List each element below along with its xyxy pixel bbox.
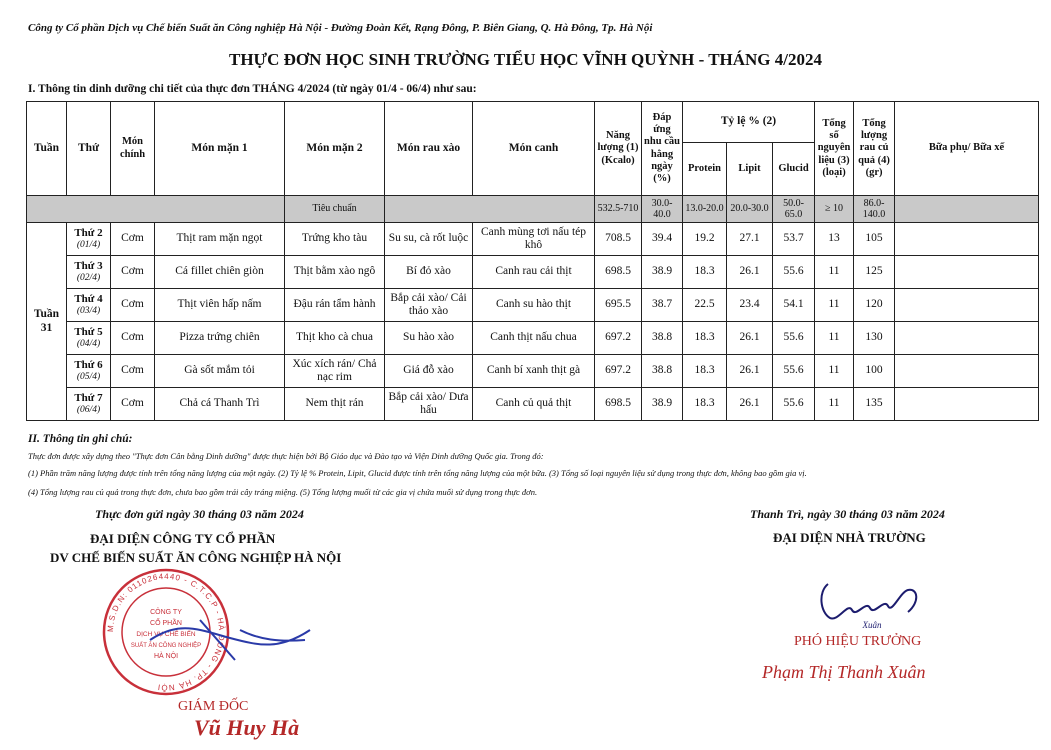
main-dish: Cơm — [111, 355, 155, 388]
standard-protein: 13.0-20.0 — [683, 196, 727, 223]
lipit: 23.4 — [727, 289, 773, 322]
header-mon-rau-xao: Món rau xào — [385, 102, 473, 196]
standard-label: Tiêu chuẩn — [285, 196, 385, 223]
ingredients: 11 — [815, 355, 854, 388]
day-label: Thứ 3 — [74, 260, 103, 273]
dish-2: Thịt bằm xào ngô — [285, 256, 385, 289]
standard-glucid: 50.0-65.0 — [773, 196, 815, 223]
dish-1: Thịt ram mặn ngọt — [155, 223, 285, 256]
side-meal — [895, 289, 1039, 322]
svg-text:DỊCH VỤ CHẾ BIẾN: DỊCH VỤ CHẾ BIẾN — [136, 631, 196, 638]
header-bua-phu: Bữa phụ/ Bữa xế — [895, 102, 1039, 196]
veg-dish: Su su, cà rốt luộc — [385, 223, 473, 256]
standard-energy: 532.5-710 — [595, 196, 642, 223]
table-row — [27, 322, 1039, 355]
header-tuan: Tuần — [27, 102, 67, 196]
day-cell — [67, 355, 111, 388]
svg-text:CỔ PHẦN: CỔ PHẦN — [150, 620, 182, 627]
soup: Canh mùng tơi nấu tép khô — [473, 223, 595, 256]
veg-total: 100 — [854, 355, 895, 388]
svg-text:M.S.D.N: 0110264440 - C.T.C.P: M.S.D.N: 0110264440 - C.T.C.P - HÀ ĐÔNG - TP. HÀ NỘI — [105, 571, 227, 693]
svg-text:CÔNG TY: CÔNG TY — [150, 609, 182, 616]
protein: 19.2 — [683, 223, 727, 256]
protein: 22.5 — [683, 289, 727, 322]
dish-2: Thịt kho cà chua — [285, 322, 385, 355]
day-date: (06/4) — [76, 404, 101, 415]
sent-date: Thực đơn gửi ngày 30 tháng 03 năm 2024 — [95, 507, 304, 521]
section1-heading: I. Thông tin dinh dưỡng chi tiết của thực đơn THÁNG 4/2024 (từ ngày 01/4 - 06/4) như sau: — [28, 83, 477, 95]
school-rep: ĐẠI DIỆN NHÀ TRƯỜNG — [773, 530, 926, 545]
protein: 18.3 — [683, 256, 727, 289]
day-date: (03/4) — [76, 305, 101, 316]
energy: 697.2 — [595, 355, 642, 388]
header-ty-le: Tỷ lệ % (2) — [683, 102, 815, 143]
main-dish: Cơm — [111, 289, 155, 322]
header-glucid: Glucid — [773, 143, 815, 196]
table-row — [27, 289, 1039, 322]
energy: 698.5 — [595, 388, 642, 421]
day-cell — [67, 223, 111, 256]
energy: 708.5 — [595, 223, 642, 256]
note-line-3: (4) Tổng lượng rau củ quả trong thực đơn, chưa bao gồm trái cây tráng miệng. (5) Tổng lượng muối từ các gia vị chứa muối sử dụng trong thực đơn. — [28, 487, 538, 497]
day-label: Thứ 6 — [74, 359, 103, 372]
director-signature-icon — [140, 600, 320, 670]
day-label: Thứ 5 — [74, 326, 103, 339]
ingredients: 13 — [815, 223, 854, 256]
main-dish: Cơm — [111, 223, 155, 256]
veg-total: 120 — [854, 289, 895, 322]
header-dap-ung: Đáp ứng nhu cầu hằng ngày (%) — [642, 102, 683, 196]
meet: 39.4 — [642, 223, 683, 256]
dish-1: Pizza trứng chiên — [155, 322, 285, 355]
dish-1: Thịt viên hấp nấm — [155, 289, 285, 322]
lipit: 26.1 — [727, 355, 773, 388]
protein: 18.3 — [683, 388, 727, 421]
glucid: 53.7 — [773, 223, 815, 256]
note-line-2: (1) Phần trăm năng lượng được tính trên tổng năng lượng của một ngày. (2) Tỷ lệ % Protein, Lipit, Glucid được tính trên tổng năng lượng của một bữa. (3) Tổng số loại nguyên liệu sử dụng trong thực đơn, không bao gồm gia vị. — [28, 468, 807, 478]
header-nang-luong: Năng lượng (1) (Kcalo) — [595, 102, 642, 196]
ingredients: 11 — [815, 388, 854, 421]
table-row — [27, 388, 1039, 421]
glucid: 54.1 — [773, 289, 815, 322]
meet: 38.9 — [642, 388, 683, 421]
veg-dish: Bí đỏ xào — [385, 256, 473, 289]
lipit: 26.1 — [727, 256, 773, 289]
director-title: GIÁM ĐỐC — [178, 699, 249, 714]
vice-principal-title: PHÓ HIỆU TRƯỞNG — [794, 634, 922, 649]
day-cell — [67, 289, 111, 322]
header-mon-chinh: Món chính — [111, 102, 155, 196]
svg-text:HÀ NỘI: HÀ NỘI — [153, 653, 179, 660]
header-protein: Protein — [683, 143, 727, 196]
standard-ingredients: ≥ 10 — [815, 196, 854, 223]
soup: Canh thịt nấu chua — [473, 322, 595, 355]
director-name: Vũ Huy Hà — [194, 715, 300, 740]
meet: 38.9 — [642, 256, 683, 289]
header-mon-canh: Món canh — [473, 102, 595, 196]
standard-meet: 30.0-40.0 — [642, 196, 683, 223]
soup: Canh củ quả thịt — [473, 388, 595, 421]
veg-dish: Bắp cải xào/ Dưa hấu — [385, 388, 473, 421]
day-date: (04/4) — [76, 338, 101, 349]
side-meal — [895, 256, 1039, 289]
header-tong-rau-cu: Tổng lượng rau củ quả (4) (gr) — [854, 102, 895, 196]
place-date: Thanh Trì, ngày 30 tháng 03 năm 2024 — [750, 507, 945, 521]
day-date: (05/4) — [76, 371, 101, 382]
dish-2: Nem thịt rán — [285, 388, 385, 421]
vice-principal-name: Phạm Thị Thanh Xuân — [762, 662, 926, 682]
day-cell — [67, 388, 111, 421]
lipit: 26.1 — [727, 322, 773, 355]
ingredients: 11 — [815, 322, 854, 355]
side-meal — [895, 388, 1039, 421]
day-date: (01/4) — [76, 239, 101, 250]
glucid: 55.6 — [773, 256, 815, 289]
header-mon-man-1: Món mặn 1 — [155, 102, 285, 196]
week-cell: Tuần 31 — [27, 223, 67, 421]
dish-1: Gà sốt mắm tỏi — [155, 355, 285, 388]
header-mon-man-2: Món mặn 2 — [285, 102, 385, 196]
header-lipit: Lipit — [727, 143, 773, 196]
soup: Canh su hào thịt — [473, 289, 595, 322]
company-rep-line-1: ĐẠI DIỆN CÔNG TY CỔ PHẦN — [90, 531, 276, 546]
standard-row — [27, 196, 1039, 223]
company-rep-line-2: DV CHẾ BIẾN SUẤT ĂN CÔNG NGHIỆP HÀ NỘI — [50, 550, 342, 565]
meet: 38.8 — [642, 322, 683, 355]
dish-1: Cá fillet chiên giòn — [155, 256, 285, 289]
veg-total: 135 — [854, 388, 895, 421]
lipit: 27.1 — [727, 223, 773, 256]
day-label: Thứ 7 — [74, 392, 103, 405]
standard-lipit: 20.0-30.0 — [727, 196, 773, 223]
veg-dish: Bắp cải xào/ Cải thảo xào — [385, 289, 473, 322]
protein: 18.3 — [683, 322, 727, 355]
meet: 38.8 — [642, 355, 683, 388]
standard-veg: 86.0-140.0 — [854, 196, 895, 223]
veg-total: 125 — [854, 256, 895, 289]
menu-table — [26, 101, 1039, 421]
svg-text:SUẤT ĂN CÔNG NGHIỆP: SUẤT ĂN CÔNG NGHIỆP — [130, 643, 202, 649]
day-cell — [67, 256, 111, 289]
glucid: 55.6 — [773, 388, 815, 421]
veg-dish: Giá đỗ xào — [385, 355, 473, 388]
dish-2: Xúc xích rán/ Chả nạc rim — [285, 355, 385, 388]
side-meal — [895, 355, 1039, 388]
protein: 18.3 — [683, 355, 727, 388]
ingredients: 11 — [815, 289, 854, 322]
table-row — [27, 355, 1039, 388]
lipit: 26.1 — [727, 388, 773, 421]
day-label: Thứ 4 — [74, 293, 103, 306]
header-thu: Thứ — [67, 102, 111, 196]
section2-heading: II. Thông tin ghi chú: — [28, 433, 133, 445]
header-tong-nguyen-lieu: Tổng số nguyên liệu (3) (loại) — [815, 102, 854, 196]
dish-2: Trứng kho tàu — [285, 223, 385, 256]
main-dish: Cơm — [111, 256, 155, 289]
note-intro: Thực đơn được xây dựng theo "Thực đơn Cân bằng Dinh dưỡng" được thực hiện bởi Bộ Giáo dục và Đào tạo và Viện Dinh dưỡng Quốc gia. Trong đó: — [28, 451, 544, 461]
vice-principal-signature — [808, 572, 928, 634]
side-meal — [895, 223, 1039, 256]
company-header: Công ty Cổ phần Dịch vụ Chế biến Suất ăn Công nghiệp Hà Nội - Đường Đoàn Kết, Rạng Đông, P. Biên Giang, Q. Hà Đông, Tp. Hà Nội — [28, 22, 653, 34]
main-dish: Cơm — [111, 388, 155, 421]
energy: 695.5 — [595, 289, 642, 322]
energy: 697.2 — [595, 322, 642, 355]
veg-dish: Su hào xào — [385, 322, 473, 355]
table-row — [27, 256, 1039, 289]
dish-1: Chả cá Thanh Trì — [155, 388, 285, 421]
veg-total: 130 — [854, 322, 895, 355]
glucid: 55.6 — [773, 322, 815, 355]
svg-text:Xuân: Xuân — [862, 620, 882, 630]
soup: Canh rau cải thịt — [473, 256, 595, 289]
day-label: Thứ 2 — [74, 227, 103, 240]
main-dish: Cơm — [111, 322, 155, 355]
page-title: THỰC ĐƠN HỌC SINH TRƯỜNG TIỂU HỌC VĨNH QUỲNH - THÁNG 4/2024 — [228, 50, 823, 69]
soup: Canh bí xanh thịt gà — [473, 355, 595, 388]
ingredients: 11 — [815, 256, 854, 289]
day-cell — [67, 322, 111, 355]
day-date: (02/4) — [76, 272, 101, 283]
veg-total: 105 — [854, 223, 895, 256]
side-meal — [895, 322, 1039, 355]
dish-2: Đậu rán tẩm hành — [285, 289, 385, 322]
glucid: 55.6 — [773, 355, 815, 388]
energy: 698.5 — [595, 256, 642, 289]
meet: 38.7 — [642, 289, 683, 322]
table-row — [27, 223, 1039, 256]
